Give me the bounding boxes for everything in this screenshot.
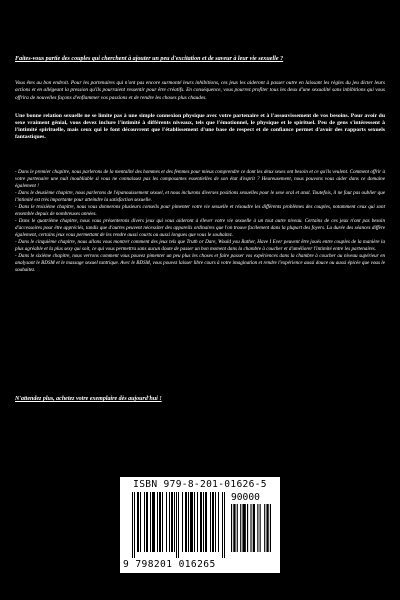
- barcode-bar: [132, 492, 133, 558]
- barcode-bar: [203, 492, 204, 552]
- barcode-bar: [190, 492, 193, 552]
- price-code: 90000: [231, 492, 260, 503]
- barcode-bar: [224, 492, 225, 558]
- barcode-bar: [247, 504, 248, 552]
- barcode-bar: [182, 492, 183, 552]
- barcode-bar: [162, 492, 163, 552]
- barcode-bar: [144, 492, 145, 552]
- barcode-bar: [137, 492, 139, 552]
- headline-question: Faites-vous partie des couples qui cherchent à ajouter un peu d'excitation et de saveur à leur vie sexuelle ?: [15, 56, 284, 62]
- barcode-bar: [237, 504, 238, 552]
- barcode-bar: [212, 492, 214, 552]
- barcode-bar: [159, 492, 161, 552]
- barcode-bar: [188, 492, 189, 552]
- barcode-bar: [210, 492, 211, 552]
- barcode-bar: [260, 504, 261, 552]
- ean-digits: 9 798201 016265: [123, 559, 216, 570]
- barcode-bar: [152, 492, 155, 552]
- chapter-2-summary: - Dans le deuxième chapitre, nous parlerons de l'épanouissement sexuel, et nous inclurons diverses positions sexuelles pour le sexe oral et anal. Toutefois, il ne faut pas oublier que l'intimité est très importante pour atteindre la satisfaction sexuelle.: [15, 190, 385, 203]
- barcode-bar: [253, 504, 255, 552]
- chapter-4-summary: - Dans le quatrième chapitre, nous vous présenterons divers jeux qui vous aideront à élever votre vie sexuelle à un tout autre niveau. Certains de ces jeux n'ont pas besoin d'accessoires pour être appréciés, tandis que d'autres peuvent nécessiter des appareils ordinaires que l'on trouve facilement dans la plupart des foyers. La durée des séances diffère également, certains jeux vous permettant de les rendre aussi courts ou aussi longues que vous le souhaitez.: [15, 218, 385, 238]
- barcode-bar: [166, 492, 167, 552]
- barcode-bar: [250, 504, 251, 552]
- barcode-bar: [157, 492, 158, 552]
- barcode-bar: [171, 492, 173, 552]
- intro-paragraph: Vous êtes au bon endroit. Pour les partenaires qui n'ont pas encore surmonté leurs inhibitions, ces jeux les aideront à passer outre en laissant les règles du jeu dicter leurs actions et en allégeant la pression qu'ils pourraient ressentir pour être créatifs. En conséquence, vous pourrez profiter tous les deux d'une sexualité sans inhibitions qui vous offrira de nouvelles façons d'enflammer vos passions et de rendre les choses plus chaudes.: [15, 80, 385, 101]
- barcode-bar: [233, 504, 235, 552]
- barcode-bar: [174, 492, 175, 552]
- barcode-bar: [134, 492, 135, 558]
- chapter-3-summary: - Dans le troisième chapitre, nous vous donnerons plusieurs conseils pour pimenter votre vie sexuelle et résoudre les différents problèmes des couples, notamment ceux qui sont ensemble depuis de nombreuses années.: [15, 204, 385, 217]
- price-addon-barcode: [231, 504, 271, 558]
- barcode-bar: [264, 504, 265, 552]
- barcode-bar: [200, 492, 202, 552]
- barcode-bar: [266, 504, 268, 552]
- barcode-bar: [169, 492, 170, 552]
- barcode-bar: [218, 492, 219, 552]
- barcode-bar: [185, 492, 187, 552]
- barcode-bar: [205, 492, 207, 552]
- relationship-paragraph: Une bonne relation sexuelle ne se limite pas à une simple connexion physique avec votre partenaire et à l'assouvissement de vos besoins. Pour avoir du sexe vraiment génial, vous devez inclure l'intimité à différents niveaux, tels que l'émotionnel, le physique et le spirituel. Peu de gens s'intéressent à l'intimité spirituelle, mais ceux qui le font découvrent que l'établissement d'une base de respect et de confiance permet d'avoir des rapports sexuels fantastiques.: [15, 113, 385, 141]
- barcode-bar: [215, 492, 216, 552]
- barcode-bar: [240, 504, 241, 552]
- ean-barcode: [132, 492, 225, 558]
- barcode-bar: [194, 492, 195, 552]
- barcode-bar: [257, 504, 258, 552]
- isbn-barcode-box: [120, 477, 280, 573]
- barcode-bar: [178, 492, 179, 558]
- chapter-1-summary: - Dans le premier chapitre, nous parlerons de la mentalité des hommes et des femmes pour mieux comprendre ce dont les deux sexes ont besoin et ce qu'ils veulent. Comment offrir à votre partenaire une nuit inoubliable si vous ne connaissez pas les composantes essentielles de son état d'esprit ? Heureusement, nous pouvons vous aider dans ce domaine également !: [15, 169, 385, 189]
- barcode-bar: [197, 492, 198, 552]
- barcode-bar: [270, 504, 271, 552]
- isbn-label: ISBN 979-8-201-01626-5: [133, 479, 267, 490]
- barcode-bar: [231, 504, 232, 552]
- barcode-bar: [242, 504, 245, 552]
- barcode-bar: [140, 492, 141, 552]
- barcode-bar: [176, 492, 177, 558]
- call-to-action: N'attendez plus, achetez votre exemplaire dès aujourd'hui !: [15, 396, 162, 402]
- chapter-list: [15, 169, 385, 274]
- chapter-5-summary: - Dans le cinquième chapitre, nous allons vous montrer comment des jeux tels que Truth or Dare, Would you Rather, Have I Ever peuvent être joués entre couples de la manière la plus agréable et la plus sexy qui soit, ce qui vous permettra sans aucun doute de passer un bon moment dans la chambre à coucher et d'améliorer l'intimité entre les partenaires.: [15, 239, 385, 252]
- barcode-bar: [222, 492, 223, 558]
- barcode-bar: [150, 492, 151, 552]
- chapter-6-summary: - Dans le sixième chapitre, nous verrons comment vous pouvez pimenter un peu plus les choses et faire passer vos expériences dans la chambre à coucher au niveau supérieur en analysant le BDSM et le massage sexuel tantrique. Avec le BDSM, vous pouvez laisser libre cours à votre imagination et rendre l'expérience aussi douce ou aussi épicée que vous le souhaitez.: [15, 253, 385, 273]
- barcode-bar: [146, 492, 148, 552]
